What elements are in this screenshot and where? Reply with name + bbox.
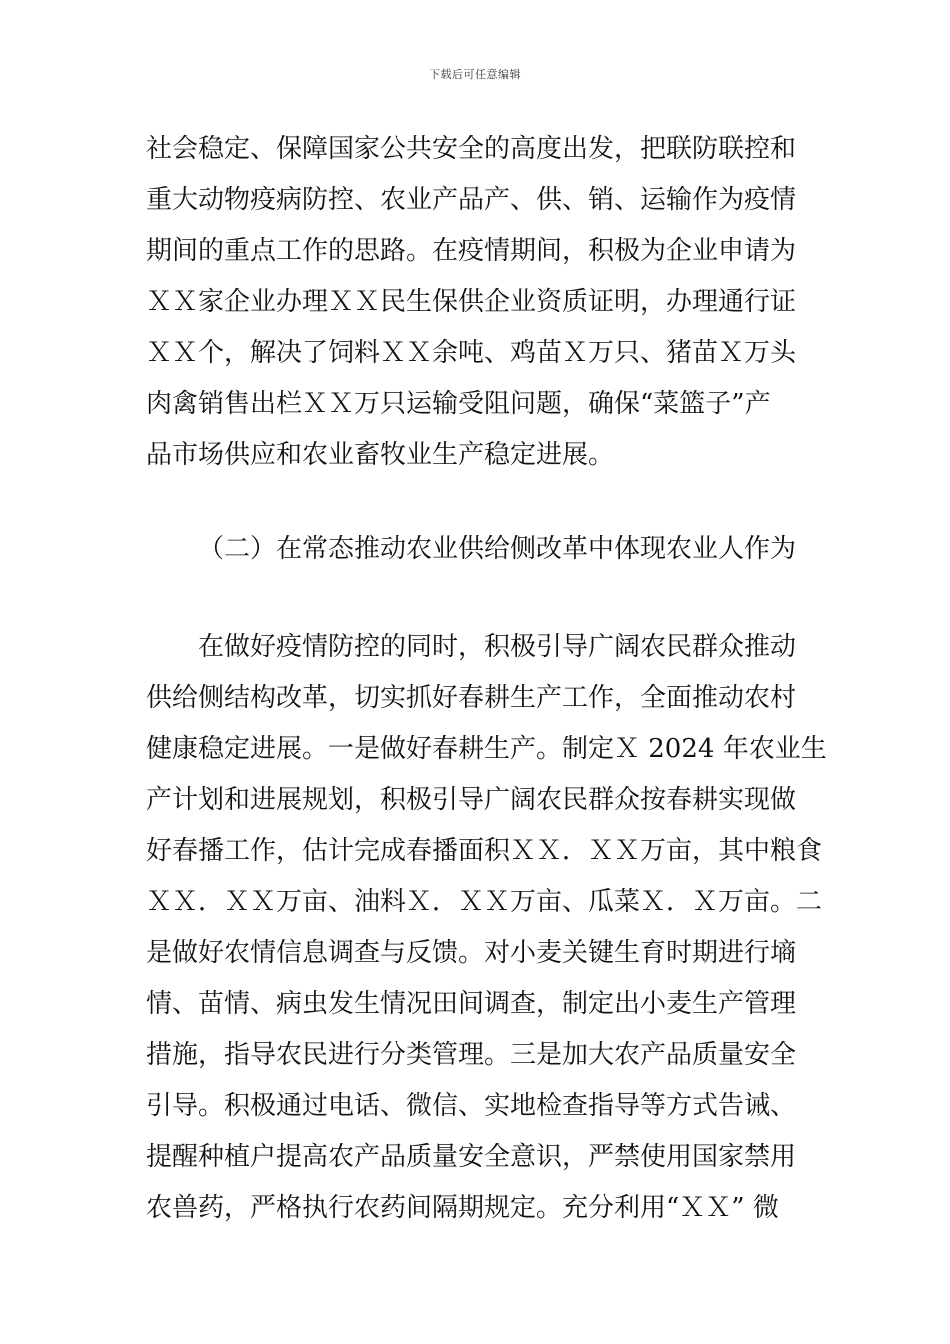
paragraph-line: 供给侧结构改革，切实抓好春耕生产工作，全面推动农村	[146, 683, 797, 713]
paragraph-line: 情、苗情、病虫发生情况田间调查，制定出小麦生产管理	[146, 989, 797, 1019]
paragraph-line: 在做好疫情防控的同时，积极引导广阔农民群众推动	[198, 632, 797, 662]
paragraph-line: 农兽药，严格执行农药间隔期规定。充分利用“ＸＸ” 微	[146, 1193, 779, 1223]
paragraph-2	[146, 622, 827, 1234]
page-header: 下载后可任意编辑	[429, 68, 521, 81]
paragraph-line: 品市场供应和农业畜牧业生产稳定进展。	[146, 440, 615, 470]
section-heading-text: （二）在常态推动农业供给侧改革中体现农业人作为	[198, 534, 797, 564]
paragraph-line: 肉禽销售出栏ＸＸ万只运输受阻问题，确保“菜篮子”产	[146, 389, 771, 419]
paragraph-line: ＸＸ个，解决了饲料ＸＸ余吨、鸡苗Ｘ万只、猪苗Ｘ万头	[146, 338, 797, 368]
paragraph-line: 措施，指导农民进行分类管理。三是加大农产品质量安全	[146, 1040, 797, 1070]
paragraph-line: 健康稳定进展。一是做好春耕生产。制定Ｘ 2024 年农业生	[146, 734, 827, 764]
paragraph-line: 重大动物疫病防控、农业产品产、供、销、运输作为疫情	[146, 185, 797, 215]
section-heading	[146, 524, 816, 575]
paragraph-line: 期间的重点工作的思路。在疫情期间，积极为企业申请为	[146, 236, 797, 266]
paragraph-line: 提醒种植户提高农产品质量安全意识，严禁使用国家禁用	[146, 1142, 797, 1172]
paragraph-line: 引导。积极通过电话、微信、实地检查指导等方式告诫、	[146, 1091, 797, 1121]
paragraph-line: ＸＸ．ＸＸ万亩、油料Ｘ．ＸＸ万亩、瓜菜Ｘ．Ｘ万亩。二	[146, 887, 823, 917]
paragraph-line: 产计划和进展规划，积极引导广阔农民群众按春耕实现做	[146, 785, 797, 815]
paragraph-1	[146, 124, 816, 481]
paragraph-line: 社会稳定、保障国家公共安全的高度出发，把联防联控和	[146, 134, 797, 164]
paragraph-line: 好春播工作，估计完成春播面积ＸＸ．ＸＸ万亩，其中粮食	[146, 836, 823, 866]
paragraph-line: ＸＸ家企业办理ＸＸ民生保供企业资质证明，办理通行证	[146, 287, 797, 317]
paragraph-line: 是做好农情信息调查与反馈。对小麦关键生育时期进行墒	[146, 938, 797, 968]
